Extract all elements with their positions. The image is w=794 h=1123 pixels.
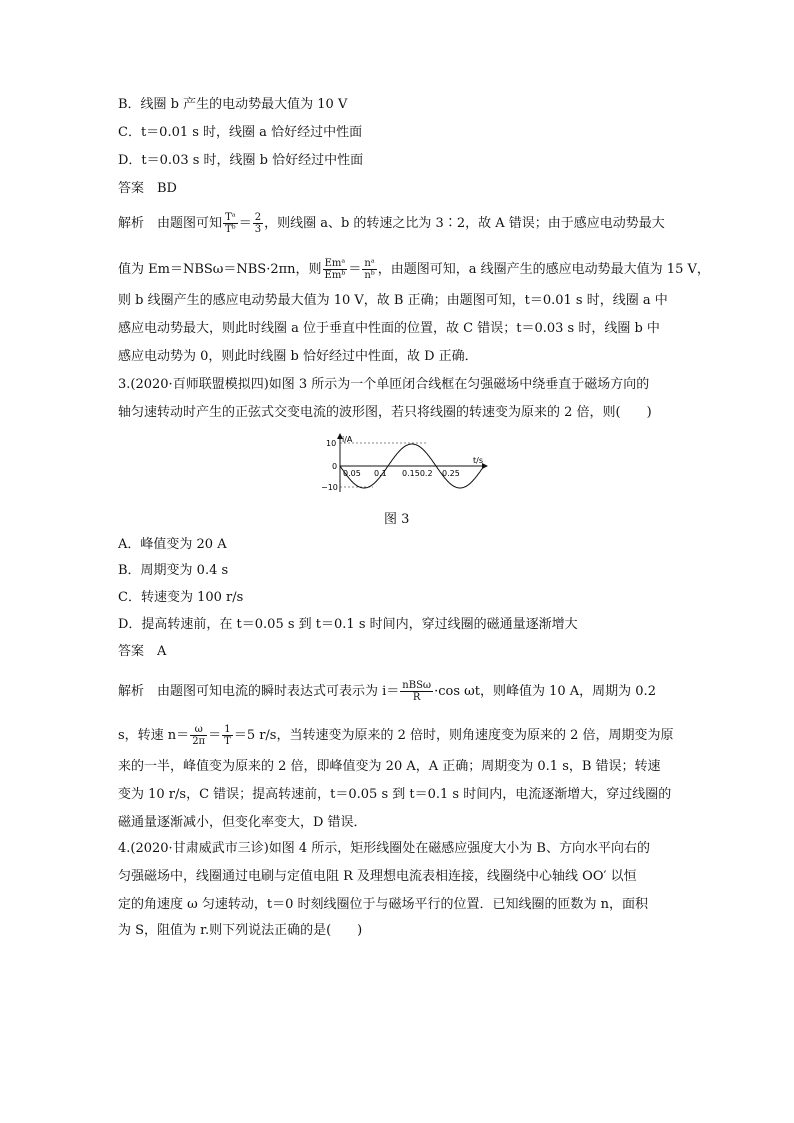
q3-analysis-line-3: 来的一半，峰值变为原来的 2 倍，即峰值变为 20 A，A 正确；周期变为 0.1 s，B 错误；转速 xyxy=(118,759,661,774)
fraction xyxy=(400,680,433,703)
fraction xyxy=(222,724,233,747)
q3-analysis-line-2 xyxy=(118,724,674,747)
analysis-line-1 xyxy=(118,212,665,235)
frac-num: Emᵃ xyxy=(323,258,348,270)
option-b: B．线圈 b 产生的电动势最大值为 10 V xyxy=(118,97,348,112)
fraction xyxy=(323,258,348,281)
x-tick-015-02: 0.150.2 xyxy=(402,469,433,478)
fraction xyxy=(190,724,207,747)
analysis-text: ，则线圈 a、b 的转速之比为 3∶2，故 A 错误；由于感应电动势最大 xyxy=(264,216,665,231)
x-tick-025: 0.25 xyxy=(442,469,460,478)
analysis-line-5: 感应电动势为 0，则此时线圈 b 恰好经过中性面，故 D 正确． xyxy=(118,349,478,364)
fraction xyxy=(253,212,263,235)
q3-option-d: D．提高转速前，在 t＝0.05 s 到 t＝0.1 s 时间内，穿过线圈的磁通量逐渐增大 xyxy=(118,617,578,632)
frac-den: 3 xyxy=(254,224,262,235)
question-3-stem-2: 轴匀速转动时产生的正弦式交变电流的波形图，若只将线圈的转速变为原来的 2 倍，则( ) xyxy=(118,405,652,420)
frac-den: nᵇ xyxy=(364,270,375,281)
frac-num: 1 xyxy=(222,724,233,736)
option-c: C．t＝0.01 s 时，线圈 a 恰好经过中性面 xyxy=(118,125,363,140)
frac-num: 2 xyxy=(254,212,262,223)
y-tick-10: 10 xyxy=(326,439,337,448)
y-tick-neg10: −10 xyxy=(321,483,338,492)
frac-den: 2π xyxy=(192,736,206,747)
question-4-line-2: 匀强磁场中，线圈通过电刷与定值电阻 R 及理想电流表相连接，线圈绕中心轴线 OO′ 以恒 xyxy=(118,869,637,884)
analysis-text: 值为 Em＝NBSω＝NBS·2πn，则 xyxy=(118,262,322,277)
q3-option-a: A．峰值变为 20 A xyxy=(118,537,227,552)
frac-num: nᵃ xyxy=(362,258,376,270)
frac-den: Emᵇ xyxy=(324,270,346,281)
figure-caption: 图 3 xyxy=(384,512,410,527)
analysis-line-4: 感应电动势最大，则此时线圈 a 位于垂直中性面的位置，故 C 错误；t＝0.03 s 时，线圈 b 中 xyxy=(118,321,660,336)
equals: ＝ xyxy=(348,262,362,277)
question-4-line-1: 4.(2020·甘肃威武市三诊)如图 4 所示，矩形线圈处在磁感应强度大小为 B、方向水平向右的 xyxy=(118,841,650,856)
analysis-text: s，转速 n＝ xyxy=(118,728,190,743)
analysis-text: ，由题图可知，a 线圈产生的感应电动势最大值为 15 V， xyxy=(377,262,710,277)
x-tick-005: 0.05 xyxy=(343,469,361,478)
frac-num: Tᵃ xyxy=(223,212,238,224)
question-4-line-4: 为 S，阻值为 r.则下列说法正确的是( ) xyxy=(118,923,363,938)
equals: ＝ xyxy=(238,216,252,231)
q3-answer: 答案 A xyxy=(118,644,167,659)
analysis-line-3: 则 b 线圈产生的感应电动势最大值为 10 V，故 B 正确；由题图可知，t＝0.01 s 时，线圈 a 中 xyxy=(118,293,668,308)
y-tick-0: 0 xyxy=(332,462,338,471)
fraction xyxy=(223,212,238,235)
analysis-line-2 xyxy=(118,258,710,281)
frac-den: R xyxy=(412,692,421,703)
analysis-text: 解析 由题图可知电流的瞬时表达式可表示为 i＝ xyxy=(118,684,400,699)
frac-den: T xyxy=(224,736,231,747)
analysis-text: 解析 由题图可知 xyxy=(118,216,223,231)
equals: ＝ xyxy=(208,728,222,743)
q3-option-b: B．周期变为 0.4 s xyxy=(118,563,229,578)
frac-num: nBSω xyxy=(402,680,432,691)
y-label: i/A xyxy=(342,435,353,444)
analysis-text: ·cos ωt，则峰值为 10 A，周期为 0.2 xyxy=(434,684,656,699)
frac-den: Tᵇ xyxy=(225,224,236,235)
question-3-stem-1: 3.(2020·百师联盟模拟四)如图 3 所示为一个单匝闭合线框在匀强磁场中绕垂直于磁场方向的 xyxy=(118,377,650,392)
q3-analysis-line-1 xyxy=(118,680,656,703)
fraction xyxy=(362,258,376,281)
q3-analysis-line-5: 磁通量逐渐减小，但变化率变大，D 错误． xyxy=(118,815,367,830)
x-tick-01: 0.1 xyxy=(374,469,387,478)
x-label: t/s xyxy=(473,456,483,465)
answer: 答案 BD xyxy=(118,181,177,196)
waveform-figure xyxy=(318,432,498,498)
q3-option-c: C．转速变为 100 r/s xyxy=(118,590,244,605)
q3-analysis-line-4: 变为 10 r/s，C 错误；提高转速前，t＝0.05 s 到 t＝0.1 s 时间内，电流逐渐增大，穿过线圈的 xyxy=(118,787,672,802)
analysis-text: ＝5 r/s，当转速变为原来的 2 倍时，则角速度变为原来的 2 倍，周期变为原 xyxy=(233,728,674,743)
option-d: D．t＝0.03 s 时，线圈 b 恰好经过中性面 xyxy=(118,153,364,168)
frac-num: ω xyxy=(190,724,207,736)
question-4-line-3: 定的角速度 ω 匀速转动，t＝0 时刻线圈位于与磁场平行的位置．已知线圈的匝数为 n，面积 xyxy=(118,897,648,912)
